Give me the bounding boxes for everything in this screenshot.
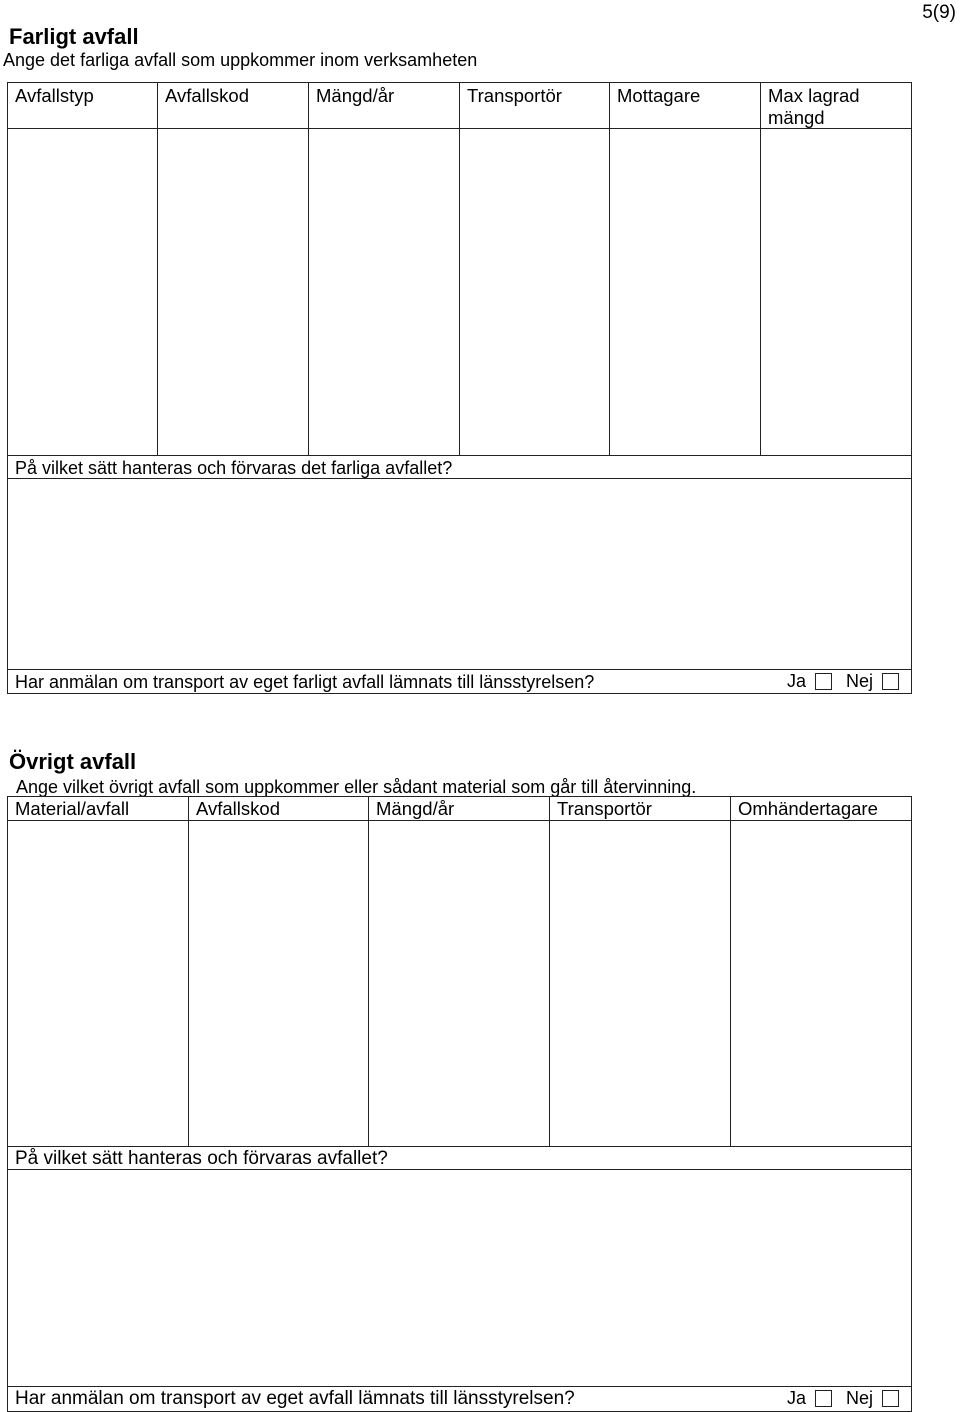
column-header-material: Material/avfall: [15, 798, 130, 819]
hazardous-section-title: Farligt avfall: [9, 24, 139, 49]
column-divider: [368, 796, 369, 1146]
column-divider: [730, 796, 731, 1146]
yes-checkbox[interactable]: [815, 1390, 832, 1407]
input-cell-material[interactable]: [9, 822, 187, 1145]
input-cell-waste-code[interactable]: [159, 130, 307, 455]
other-section-subtitle: Ange vilket övrigt avfall som uppkommer eller sådant material som går till återvinning.: [16, 777, 697, 797]
column-header-waste-code: Avfallskod: [165, 85, 249, 106]
row-divider: [7, 1386, 912, 1387]
column-header-transporter: Transportör: [557, 798, 652, 819]
no-checkbox[interactable]: [882, 673, 899, 690]
input-cell-transporter[interactable]: [461, 130, 608, 455]
column-header-transporter: Transportör: [467, 85, 562, 106]
column-header-quantity-per-year: Mängd/år: [376, 798, 455, 819]
input-cell-quantity[interactable]: [310, 130, 458, 455]
row-divider: [7, 455, 912, 456]
input-cell-transporter[interactable]: [551, 822, 729, 1145]
row-divider: [7, 478, 912, 479]
other-transport-answer: [787, 1388, 899, 1409]
page-number: 5(9): [922, 2, 956, 23]
column-divider: [157, 82, 158, 456]
input-cell-handler[interactable]: [732, 822, 910, 1145]
yes-checkbox[interactable]: [815, 673, 832, 690]
yes-label: Ja: [787, 1388, 807, 1408]
input-cell-max-stored[interactable]: [762, 130, 910, 455]
no-label: Nej: [846, 1388, 874, 1408]
column-divider: [760, 82, 761, 456]
no-checkbox[interactable]: [882, 1390, 899, 1407]
column-header-waste-type: Avfallstyp: [15, 85, 94, 106]
other-handling-answer-field[interactable]: [9, 1171, 911, 1385]
column-header-handler: Omhändertagare: [738, 798, 878, 819]
column-divider: [188, 796, 189, 1146]
column-divider: [308, 82, 309, 456]
column-header-recipient: Mottagare: [617, 85, 701, 106]
other-section-title: Övrigt avfall: [9, 749, 137, 774]
row-divider: [7, 1169, 912, 1170]
input-cell-waste-code[interactable]: [190, 822, 367, 1145]
column-divider: [459, 82, 460, 456]
input-cell-quantity[interactable]: [370, 822, 548, 1145]
hazardous-handling-question: På vilket sätt hanteras och förvaras det farliga avfallet?: [15, 458, 453, 478]
row-divider: [7, 1146, 912, 1147]
column-header-waste-code: Avfallskod: [196, 798, 280, 819]
no-label: Nej: [846, 671, 874, 691]
column-divider: [609, 82, 610, 456]
input-cell-waste-type[interactable]: [9, 130, 156, 455]
other-handling-question: På vilket sätt hanteras och förvaras avfallet?: [15, 1148, 388, 1169]
hazardous-transport-question: Har anmälan om transport av eget farligt avfall lämnats till länsstyrelsen?: [15, 672, 595, 692]
hazardous-handling-answer-field[interactable]: [9, 480, 911, 668]
hazardous-section-subtitle: Ange det farliga avfall som uppkommer inom verksamheten: [3, 50, 478, 70]
column-header-quantity-per-year: Mängd/år: [316, 85, 395, 106]
input-cell-recipient[interactable]: [611, 130, 759, 455]
other-header-divider: [7, 820, 912, 821]
column-header-max-stored: Max lagrad mängd: [768, 85, 860, 128]
row-divider: [7, 669, 912, 670]
yes-label: Ja: [787, 671, 807, 691]
column-divider: [549, 796, 550, 1146]
hazardous-transport-answer: [787, 671, 899, 692]
other-transport-question: Har anmälan om transport av eget avfall lämnats till länsstyrelsen?: [15, 1388, 575, 1409]
